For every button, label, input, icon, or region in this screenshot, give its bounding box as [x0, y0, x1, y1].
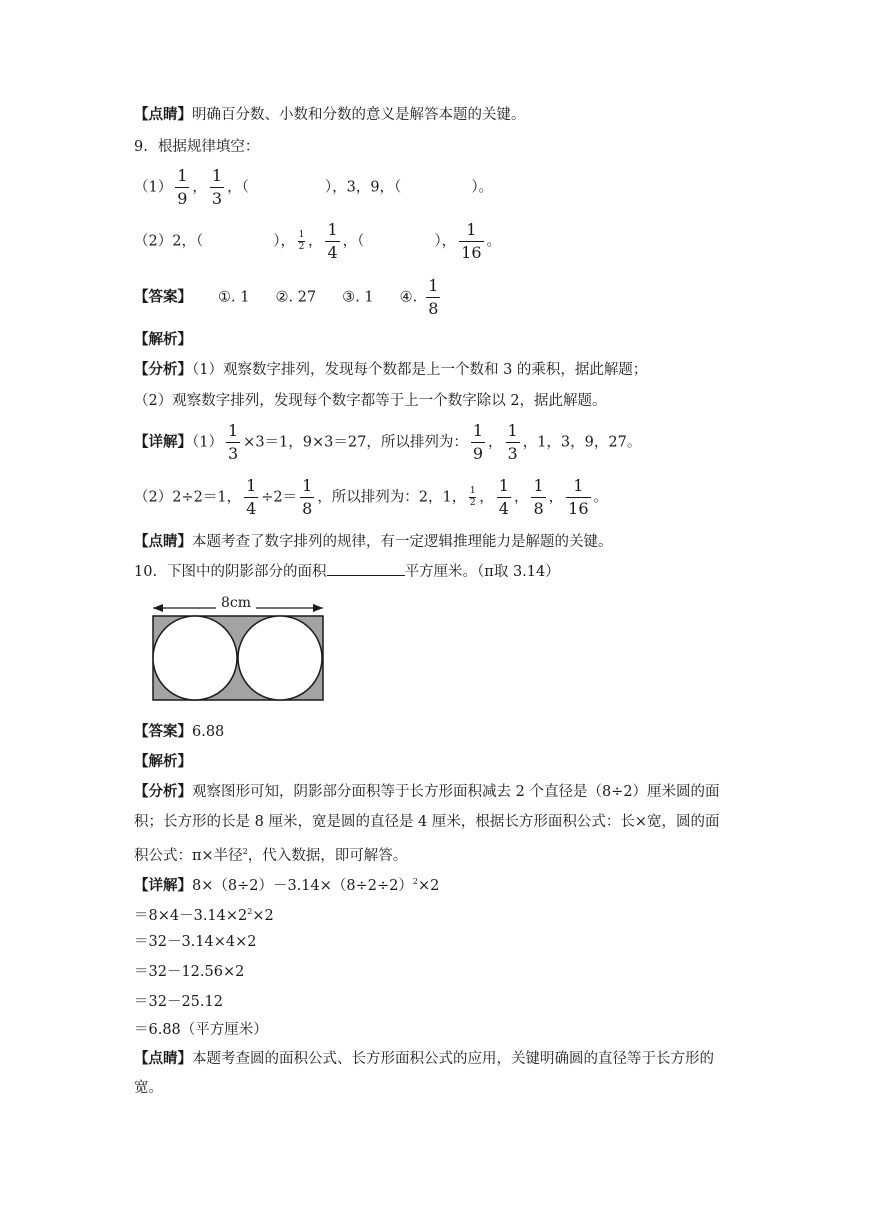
- tip-tag: 【点睛】: [134, 533, 192, 550]
- text: ）。: [471, 179, 494, 196]
- text: ÷2＝: [261, 489, 298, 506]
- q10-fenxi-3: [134, 842, 407, 866]
- fraction: $\frac{1}{8}$: [533, 476, 544, 518]
- q9-tip: [134, 532, 613, 552]
- answer-2: ②. 27: [275, 289, 317, 306]
- q9-detail-2: [134, 476, 608, 519]
- q10-tip-1: [134, 1049, 714, 1069]
- comma: ，: [192, 179, 207, 196]
- q9-fenxi-1: [134, 360, 647, 380]
- dimension-label: 8cm: [220, 595, 252, 611]
- answer-3: ③. 1: [342, 289, 374, 306]
- text: ×3＝1，9×3＝27，所以排列为：: [243, 434, 468, 451]
- text: （2）2，（: [134, 233, 204, 250]
- fraction: $\frac{1}{9}$: [472, 421, 484, 463]
- fraction: $\frac{1}{16}$: [568, 476, 589, 518]
- answer-1: ①. 1: [218, 289, 250, 306]
- tip-tag: 【点睛】: [134, 106, 192, 123]
- answer-tag: 【答案】: [134, 288, 192, 306]
- fraction: $\frac{1}{8}$: [428, 276, 439, 318]
- q9-detail-1: [134, 421, 641, 464]
- analysis-tag: 【解析】: [134, 331, 192, 348]
- q10-detail-4: [134, 962, 244, 982]
- q10-detail-5: [134, 992, 223, 1012]
- fraction: $\frac{1}{3}$: [227, 421, 239, 463]
- text: ），: [273, 233, 295, 250]
- tip-tag: 【点睛】: [134, 1050, 192, 1067]
- q9-answer: [134, 276, 443, 319]
- superscript: 2: [247, 907, 253, 916]
- q10-number: 10.: [134, 564, 158, 580]
- tip-text: 本题考查圆的面积公式、长方形面积公式的应用，关键明确圆的直径等于长方形的: [192, 1051, 714, 1067]
- q10-fenxi-1: [134, 782, 720, 802]
- fenxi-text: （1）观察数字排列，发现每个数都是上一个数和 3 的乘积，据此解题；: [192, 362, 648, 378]
- comma: ，: [548, 489, 564, 506]
- fenxi-text: 观察图形可知，阴影部分面积等于长方形面积减去 2 个直径是（8÷2）厘米圆的面: [192, 784, 720, 800]
- tip-text: 明确百分数、小数和分数的意义是解答本题的关键。: [192, 107, 526, 123]
- q9-stem: [134, 137, 259, 157]
- text: 。: [593, 489, 608, 506]
- tip-text: 宽。: [134, 1080, 163, 1096]
- fraction: $\frac{1}{16}$: [461, 220, 482, 262]
- q10-stem: [134, 561, 560, 582]
- superscript: 2: [412, 877, 418, 886]
- text: 下图中的阴影部分的面积: [167, 564, 327, 580]
- shaded-area-figure: [150, 592, 330, 704]
- q9-analysis-tag: [134, 330, 192, 350]
- text: ，所以排列为：2，1，: [317, 489, 467, 506]
- superscript: 2: [242, 847, 248, 856]
- q10-detail-1: [134, 872, 439, 896]
- text: ），: [434, 233, 457, 250]
- comma: ，: [488, 434, 503, 451]
- step-text: ＝32－25.12: [134, 994, 223, 1010]
- fraction: $\frac{1}{3}$: [507, 421, 518, 463]
- q9-part2: [134, 220, 501, 263]
- fraction: $\frac{1}{4}$: [498, 476, 509, 518]
- fenxi-text: 积公式：π×半径: [134, 847, 243, 864]
- answer-text: 6.88: [192, 724, 225, 740]
- fraction: $\frac{1}{4}$: [246, 476, 257, 518]
- step-text: ＝8×4－3.14×2: [134, 907, 248, 924]
- step-text: ＝32－12.56×2: [134, 964, 245, 980]
- comma: ，: [479, 489, 494, 506]
- text: （1）: [192, 434, 223, 451]
- answer-tag: 【答案】: [134, 723, 192, 740]
- text: ，1，3，9，27。: [522, 434, 642, 451]
- text: 平方厘米。（π取 3.14）: [404, 564, 560, 580]
- q10-analysis-tag: [134, 752, 192, 772]
- fenxi-tag: 【分析】: [134, 783, 192, 800]
- prev-tip: [134, 105, 526, 125]
- q10-detail-3: [134, 932, 257, 952]
- step-text: ×2: [417, 877, 440, 894]
- detail-tag: 【详解】: [134, 876, 192, 894]
- fenxi-text: 积；长方形的长是 8 厘米，宽是圆的直径是 4 厘米，根据长方形面积公式：长×宽，圆的面: [134, 814, 720, 830]
- text: 。: [486, 233, 501, 250]
- answer-4: ④.: [399, 289, 418, 306]
- q10-detail-6: [134, 1020, 268, 1040]
- q10-answer: [134, 722, 224, 742]
- small-fraction: $\frac{1}{2}$: [298, 230, 305, 252]
- tip-text: 本题考查了数字排列的规律，有一定逻辑推理能力是解题的关键。: [192, 534, 613, 550]
- step-text: 8×（8÷2）－3.14×（8÷2÷2）: [192, 877, 413, 894]
- fraction: $\frac{1}{8}$: [302, 476, 313, 518]
- text: （2）2÷2＝1，: [134, 489, 242, 506]
- comma: ，: [307, 233, 323, 250]
- fenxi-tag: 【分析】: [134, 361, 192, 378]
- text: ，（: [342, 233, 365, 250]
- arrow-right-icon: [313, 604, 323, 612]
- q9-stem-text: 根据规律填空：: [157, 139, 260, 155]
- q9-part1: [134, 166, 493, 209]
- arrow-left-icon: [153, 604, 163, 612]
- fraction: $\frac{1}{9}$: [177, 166, 188, 208]
- step-text: ＝32－3.14×4×2: [134, 934, 257, 950]
- fraction: $\frac{1}{4}$: [327, 220, 338, 262]
- circle-left: [153, 616, 237, 700]
- circle-right: [238, 616, 322, 700]
- q9-fenxi-2: [134, 391, 607, 411]
- comma: ，: [513, 489, 529, 506]
- fenxi-text: ，代入数据，即可解答。: [247, 847, 408, 864]
- q9-number: 9.: [134, 139, 148, 155]
- step-text: ×2: [252, 907, 274, 924]
- q10-detail-2: [134, 902, 274, 926]
- small-fraction: $\frac{1}{2}$: [469, 486, 476, 508]
- fenxi-text: （2）观察数字排列，发现每个数字都等于上一个数字除以 2，据此解题。: [134, 393, 607, 409]
- part-label: （1）: [134, 179, 173, 196]
- q10-tip-2: [134, 1078, 163, 1098]
- text: ），3，9，（: [324, 179, 402, 196]
- answer-blank[interactable]: [327, 561, 405, 576]
- step-text: ＝6.88（平方厘米）: [134, 1022, 268, 1038]
- detail-tag: 【详解】: [134, 433, 192, 451]
- q10-fenxi-2: [134, 812, 720, 832]
- text: ，（: [227, 179, 249, 196]
- fraction: $\frac{1}{3}$: [211, 166, 223, 208]
- analysis-tag: 【解析】: [134, 753, 192, 770]
